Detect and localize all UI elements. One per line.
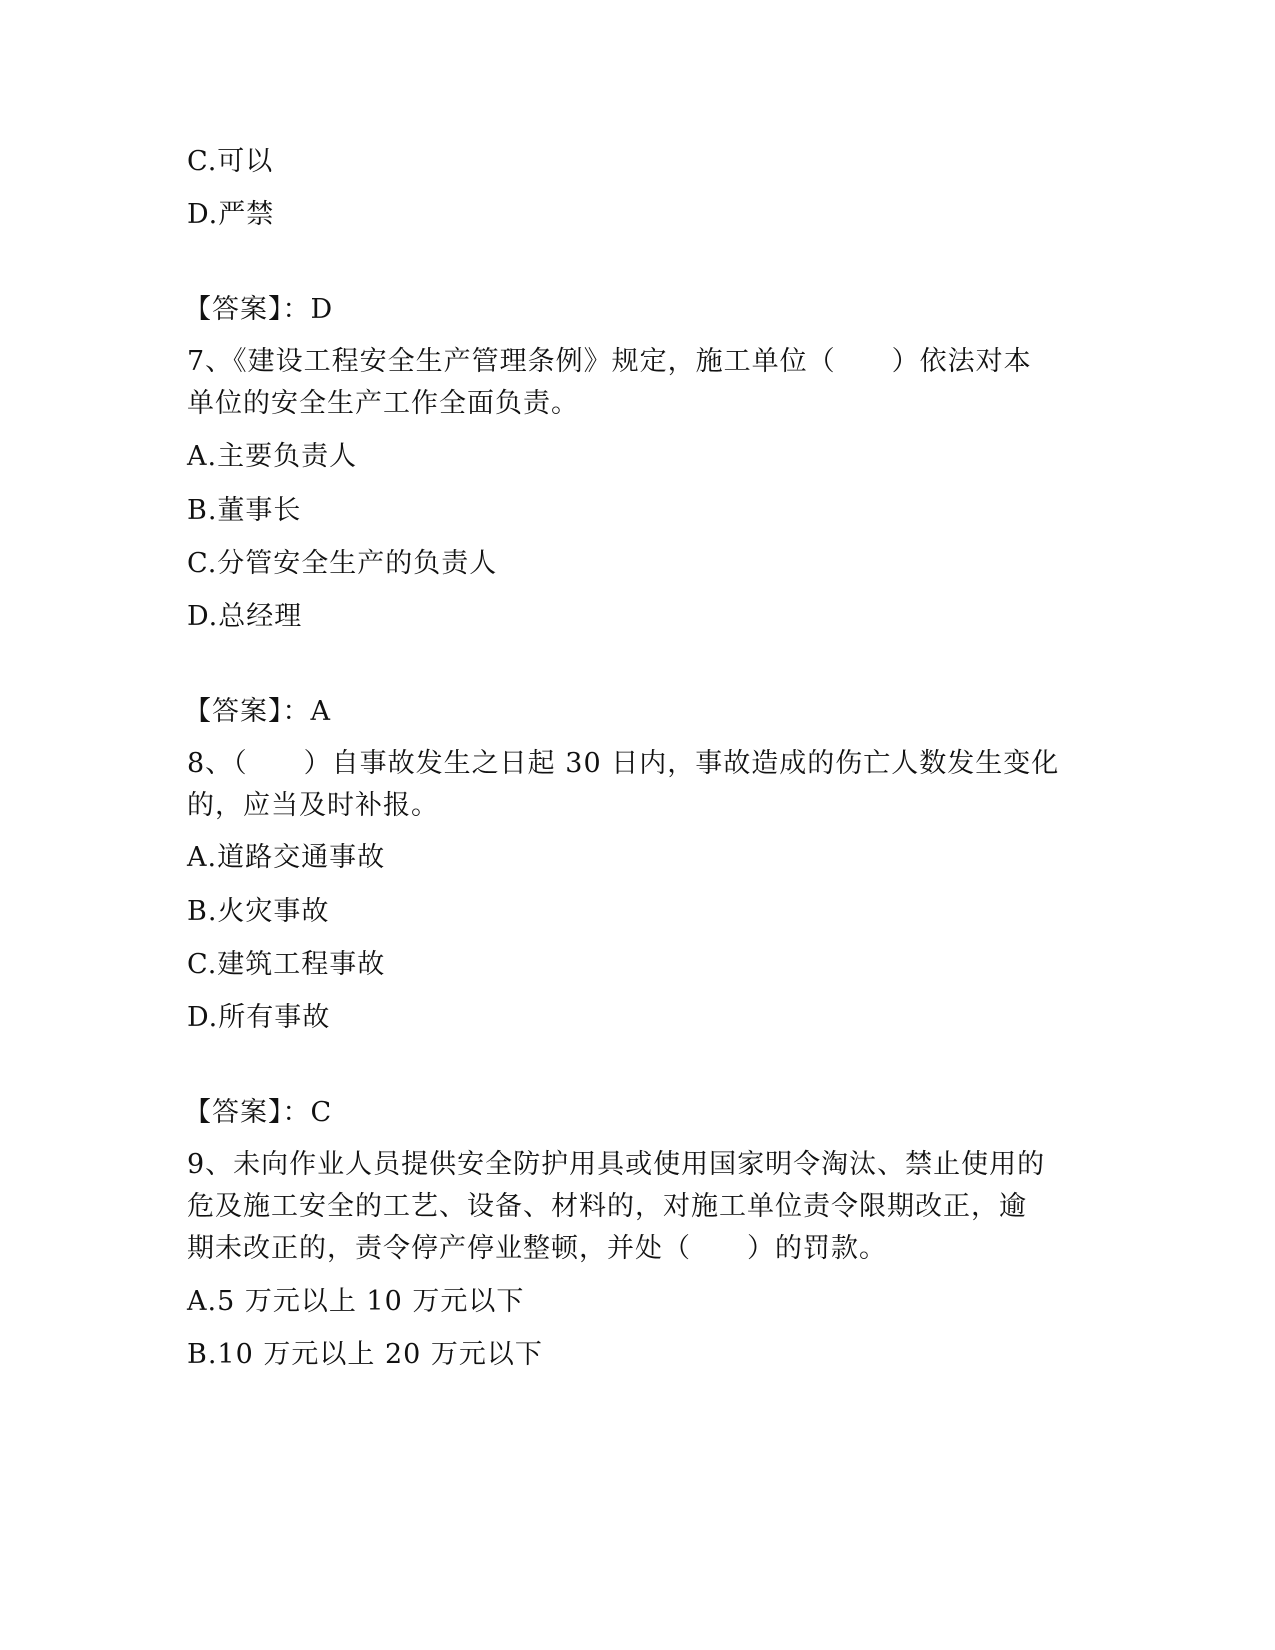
q8-option-d: D.所有事故 xyxy=(187,1002,331,1033)
q9-option-b: B.10 万元以上 20 万元以下 xyxy=(187,1339,543,1370)
option-c-prev: C.可以 xyxy=(187,146,274,177)
q7-option-d: D.总经理 xyxy=(187,601,303,632)
q7-option-a: A.主要负责人 xyxy=(187,441,358,472)
q8-stem-line-2: 的，应当及时补报。 xyxy=(187,790,439,821)
q9-option-a: A.5 万元以上 10 万元以下 xyxy=(187,1286,525,1317)
option-d-prev: D.严禁 xyxy=(187,199,275,230)
q8-stem-line-1: 8、（ ）自事故发生之日起 30 日内，事故造成的伤亡人数发生变化 xyxy=(187,748,1060,779)
q9-stem-line-2: 危及施工安全的工艺、设备、材料的，对施工单位责令限期改正，逾 xyxy=(187,1191,1027,1222)
q7-stem-line-2: 单位的安全生产工作全面负责。 xyxy=(187,388,579,419)
q8-answer: 【答案】：C xyxy=(184,1097,333,1128)
answer-prev: 【答案】：D xyxy=(184,294,334,325)
q8-option-a: A.道路交通事故 xyxy=(187,842,386,873)
q7-answer: 【答案】：A xyxy=(184,696,331,727)
q8-option-b: B.火灾事故 xyxy=(187,896,330,927)
q7-stem-line-1: 7、《建设工程安全生产管理条例》规定，施工单位（ ）依法对本 xyxy=(187,346,1032,377)
q9-stem-line-3: 期未改正的，责令停产停业整顿，并处（ ）的罚款。 xyxy=(187,1233,887,1264)
q7-option-b: B.董事长 xyxy=(187,495,302,526)
q9-stem-line-1: 9、未向作业人员提供安全防护用具或使用国家明令淘汰、禁止使用的 xyxy=(187,1149,1046,1180)
q8-option-c: C.建筑工程事故 xyxy=(187,949,386,980)
q7-option-c: C.分管安全生产的负责人 xyxy=(187,548,498,579)
